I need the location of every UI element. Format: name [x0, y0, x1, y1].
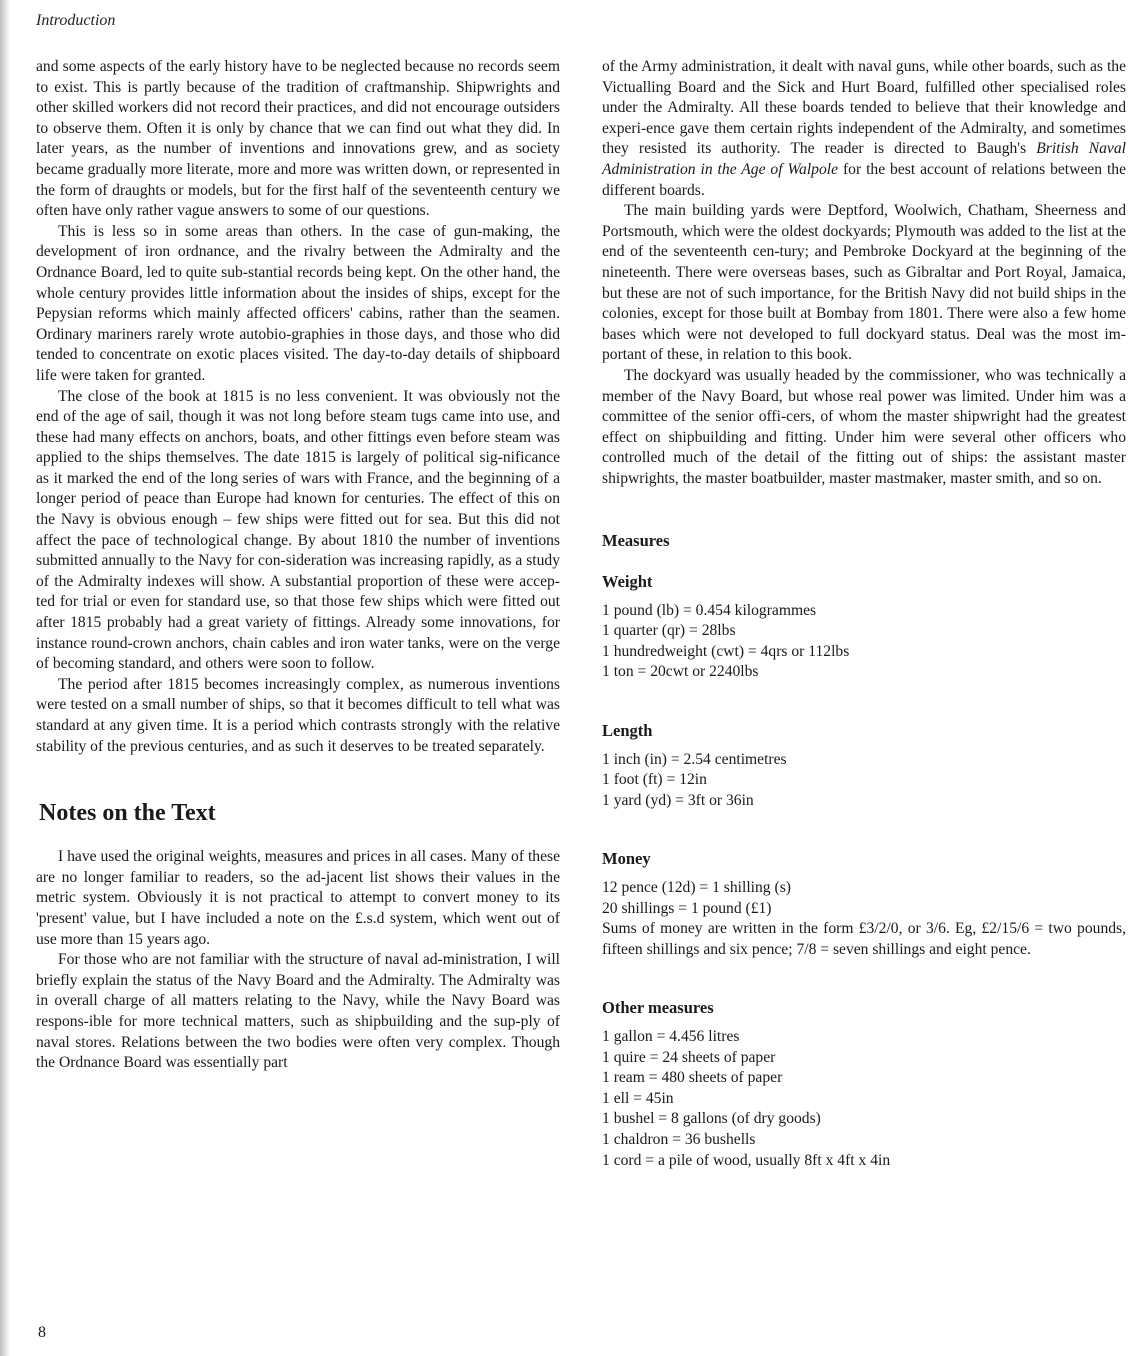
list-item: 1 cord = a pile of wood, usually 8ft x 4ft x 4in	[602, 1151, 891, 1169]
list-item: 1 quire = 24 sheets of paper	[602, 1048, 776, 1066]
list-item: 1 ell = 45in	[602, 1089, 674, 1107]
running-head: Introduction	[36, 12, 116, 29]
list-item: 1 quarter (qr) = 28lbs	[602, 622, 736, 640]
measures-heading: Measures	[602, 531, 670, 551]
money-heading: Money	[602, 849, 651, 869]
body-paragraph: The dockyard was usually headed by the commissioner, who was technically a member of the Navy Board, but whose real power was limited. Under him was a committee of the senior offi-cers, of whom the master shipwright had the greatest effect on shipbuilding and fitting. Under him were several other officers who controlled much of the detail of the fitting out of ships: the assistant master shipwrights, the master boatbuilder, master mastmaker, master smith, and so on.	[602, 366, 1126, 487]
list-item: 1 inch (in) = 2.54 centimetres	[602, 750, 787, 768]
body-paragraph: I have used the original weights, measures and prices in all cases. Many of these are no longer familiar to readers, so the ad-jacent list shows their values in the metric system. Obviously it is not practical to attempt to convert money to its 'present' value, but I have included a note on the £.s.d system, which went out of use more than 15 years ago.	[36, 848, 560, 948]
list-item: 12 pence (12d) = 1 shilling (s)	[602, 879, 791, 896]
body-paragraph: and some aspects of the early history have to be neglected because no records seem to exist. This is partly because of the tradition of craftmanship. Shipwrights and other skilled workers did not record their practices, and did not encourage outsiders to observe them. Often it is only by chance that we can find out what they did. In later years, as the number of inventions and innovations grew, and as society became gradually more literate, more and more was written down, or represented in the form of draughts or models, but for the first half of the seventeenth century we often have only rather vague answers to some of our questions.	[36, 58, 560, 220]
money-list	[602, 878, 1126, 919]
page-edge-shadow	[0, 0, 10, 1356]
book-title: British Naval Administration in the Age of Walpole	[602, 140, 1126, 178]
list-item: 1 gallon = 4.456 litres	[602, 1027, 740, 1045]
paragraph-text: of the Army administration, it dealt with naval guns, while other boards, such as the Victualling Board and the Sick and Hurt Board, fulfilled other specialised roles under the Admiralty. All these boards tended to believe that their knowledge and experi-ence gave them certain rights independent of the Admiralty, and sometimes they resisted its authority. The reader is directed to Baugh's	[602, 58, 1126, 158]
body-paragraph	[602, 57, 1126, 201]
list-item: 1 ton = 20cwt or 2240lbs	[602, 663, 759, 681]
section-title: Notes on the Text	[39, 800, 216, 827]
money-note: Sums of money are written in the form £3/2/0, or 3/6. Eg, £2/15/6 = two pounds, fifteen shillings and six pence; 7/8 = seven shillings and eight pence.	[602, 920, 1126, 958]
list-item: 1 foot (ft) = 12in	[602, 771, 707, 789]
body-paragraph: The period after 1815 becomes increasingly complex, as numerous inventions were tested on a small number of ships, so that it becomes difficult to tell what was standard at any given time. It is a period which contrasts strongly with the relative stability of the previous centuries, and as such it deserves to be treated separately.	[36, 675, 560, 755]
weight-list	[602, 601, 1126, 683]
list-item: 1 hundredweight (cwt) = 4qrs or 112lbs	[602, 642, 850, 660]
list-item: 1 ream = 480 sheets of paper	[602, 1069, 783, 1087]
length-list	[602, 750, 1126, 812]
list-item: 20 shillings = 1 pound (£1)	[602, 899, 772, 917]
list-item: 1 chaldron = 36 bushells	[602, 1130, 756, 1148]
weight-heading: Weight	[602, 572, 653, 592]
list-item: 1 bushel = 8 gallons (of dry goods)	[602, 1110, 821, 1128]
paragraph-text: for the best account of relations between the different boards.	[602, 160, 1126, 199]
length-heading: Length	[602, 721, 653, 741]
page-number: 8	[38, 1324, 46, 1341]
right-column	[602, 57, 1126, 1171]
other-measures-list	[602, 1027, 1126, 1171]
left-column	[36, 57, 560, 1074]
list-item: 1 pound (lb) = 0.454 kilogrammes	[602, 601, 817, 619]
other-measures-heading: Other measures	[602, 998, 714, 1018]
body-paragraph: The main building yards were Deptford, Woolwich, Chatham, Sheerness and Portsmouth, which were the oldest dockyards; Plymouth was added to the list at the end of the seventeenth cen-tury; and Pembroke Dockyard at the beginning of the nineteenth. There were overseas bases, such as Gibraltar and Port Royal, Jamaica, but these are not of such importance, for the British Navy did not build ships in the colonies, except for those built at Bombay from 1801. There were also a few home bases which were not developed to full dockyard status. Deal was the most im-portant of these, in relation to this book.	[602, 202, 1126, 364]
body-paragraph: For those who are not familiar with the structure of naval ad-ministration, I will briefly explain the status of the Navy Board and the Admiralty. The Admiralty was in overall charge of all matters relating to the Navy, while the Navy Board was respons-ible for more technical matters, such as shipbuilding and the sup-ply of naval stores. Relations between the two bodies were often very complex. Though the Ordnance Board was essentially part	[36, 951, 560, 1072]
list-item: 1 yard (yd) = 3ft or 36in	[602, 791, 754, 809]
body-paragraph: This is less so in some areas than others. In the case of gun-making, the development of iron ordnance, and the rivalry between the Admiralty and the Ordnance Board, led to quite sub-stantial records being kept. On the other hand, the whole century provides little information about the insides of ships, except for the Pepysian reforms which mainly affected officers' cabins, rather than the seamen. Ordinary mariners rarely wrote autobio-graphies in those days, and those who did tended to concentrate on exotic places visited. The day-to-day details of shipboard life were taken for granted.	[36, 222, 560, 384]
body-paragraph: The close of the book at 1815 is no less convenient. It was obviously not the end of the age of sail, though it was not long before steam tugs came into use, and these had many effects on anchors, boats, and other fittings even before steam was applied to the ships themselves. The date 1815 is largely of political sig-nificance as it marked the end of the long series of wars with France, and the beginning of a longer period of peace than Europe had known for centuries. The effect of this on the Navy is obvious enough – few ships were fitted out for sea. But this did not affect the pace of technological change. By about 1810 the number of inventions submitted annually to the Navy for con-sideration was increasing rapidly, as a study of the Admiralty indexes will show. A substantial proportion of these were accep-ted for trial or even for standard use, so that those few ships which were fitted out after 1815 probably had a great variety of fittings. Already some innovations, for instance round-crown anchors, chain cables and iron water tanks, were on the verge of becoming standard, and others were soon to follow.	[36, 387, 560, 673]
